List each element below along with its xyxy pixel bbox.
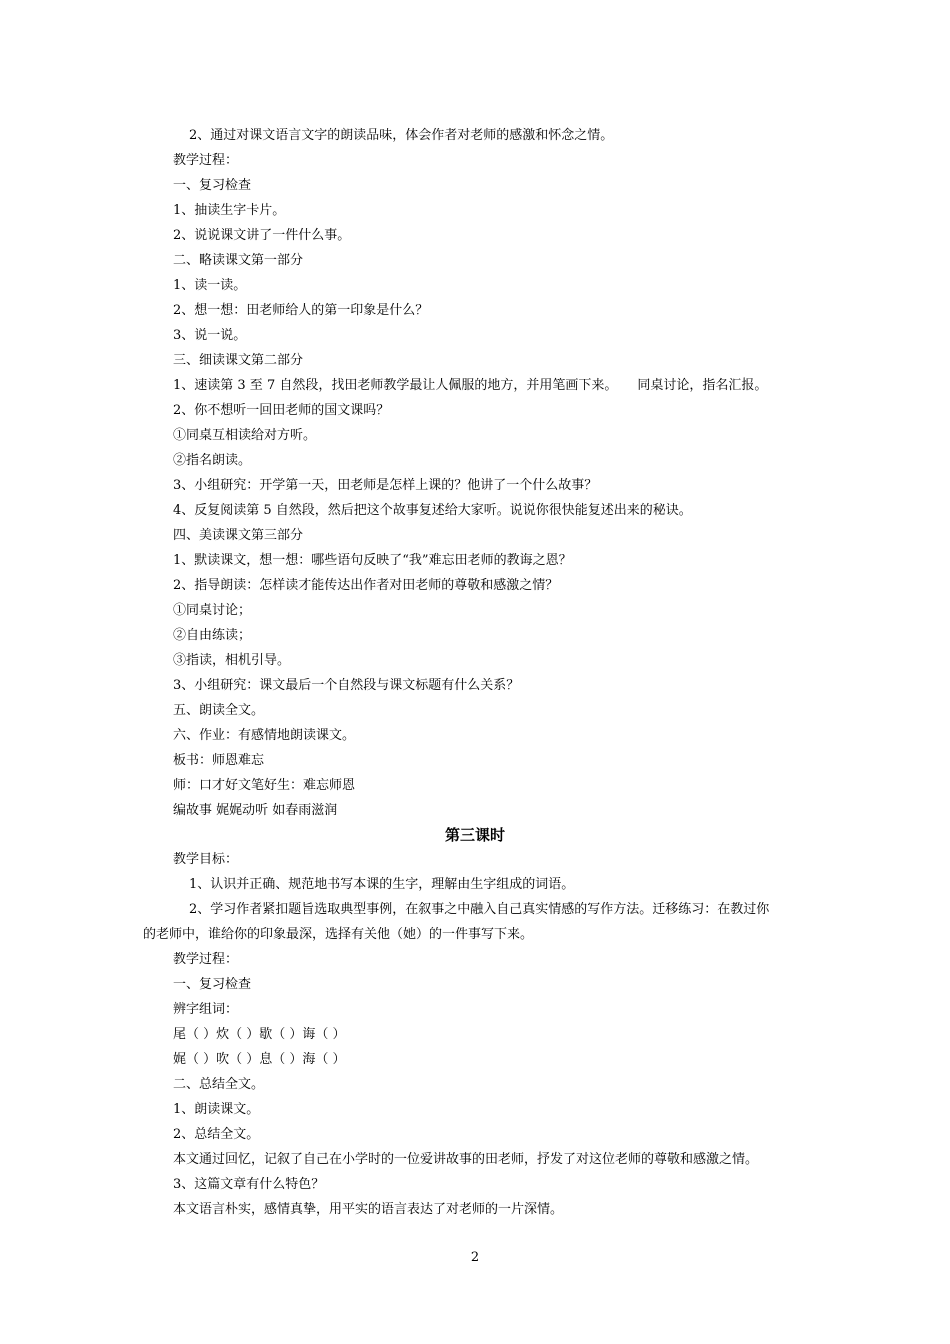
word-exercise-label: 辨字组词： bbox=[173, 1002, 239, 1017]
review-step-2: 2、说说课文讲了一件什么事。 bbox=[173, 228, 351, 243]
skim-step-3: 3、说一说。 bbox=[173, 328, 247, 343]
summary-step-3: 3、这篇文章有什么特色？ bbox=[173, 1177, 325, 1192]
aesthetic-substep-2: ②自由练读； bbox=[173, 628, 252, 643]
close-read-step-1-text: 1、速读第 3 至 7 自然段，找田老师教学最让人佩服的地方，并用笔画下来。 bbox=[173, 378, 618, 393]
word-exercise-row-2: 娓（ ）吹（ ）息（ ）海（ ） bbox=[173, 1052, 346, 1067]
aesthetic-substep-1: ①同桌讨论； bbox=[173, 603, 252, 618]
blackboard-line-2: 编故事 娓娓动听 如春雨滋润 bbox=[173, 803, 338, 818]
section-summary: 二、总结全文。 bbox=[173, 1077, 265, 1092]
skim-step-1: 1、读一读。 bbox=[173, 278, 247, 293]
section-homework: 六、作业：有感情地朗读课文。 bbox=[173, 728, 356, 743]
skim-step-2: 2、想一想：田老师给人的第一印象是什么？ bbox=[173, 303, 429, 318]
close-read-step-2: 2、你不想听一回田老师的国文课吗？ bbox=[173, 403, 390, 418]
blackboard-title: 板书：师恩难忘 bbox=[173, 753, 265, 768]
section-read-full-text: 五、朗读全文。 bbox=[173, 703, 265, 718]
teaching-process-label-2: 教学过程： bbox=[173, 952, 239, 967]
lesson-three-heading: 第三课时 bbox=[444, 826, 505, 844]
page-number: 2 bbox=[470, 1250, 480, 1265]
objective-1: 1、认识并正确、规范地书写本课的生字，理解由生字组成的词语。 bbox=[189, 877, 575, 892]
section-close-read-part-two: 三、细读课文第二部分 bbox=[173, 353, 304, 368]
section-review: 一、复习检查 bbox=[173, 178, 252, 193]
close-read-substep-2: ②指名朗读。 bbox=[173, 453, 252, 468]
features-paragraph: 本文语言朴实，感情真挚，用平实的语言表达了对老师的一片深情。 bbox=[173, 1202, 564, 1217]
aesthetic-substep-3: ③指读，相机引导。 bbox=[173, 653, 291, 668]
teaching-process-label: 教学过程： bbox=[173, 153, 239, 168]
close-read-substep-1: ①同桌互相读给对方听。 bbox=[173, 428, 317, 443]
review-step-1: 1、抽读生字卡片。 bbox=[173, 203, 286, 218]
summary-paragraph: 本文通过回忆，记叙了自己在小学时的一位爱讲故事的田老师，抒发了对这位老师的尊敬和感激之情。 bbox=[173, 1152, 759, 1167]
close-read-step-1-discussion: 同桌讨论，指名汇报。 bbox=[637, 378, 768, 393]
objective-2: 2、学习作者紧扣题旨选取典型事例，在叙事之中融入自己真实情感的写作方法。迁移练习：在教过你 bbox=[189, 902, 770, 917]
blackboard-line-1: 师：口才好文笔好生：难忘师恩 bbox=[173, 778, 356, 793]
close-read-step-1 bbox=[173, 378, 767, 394]
teaching-objectives-label: 教学目标： bbox=[173, 852, 239, 867]
close-read-step-4: 4、反复阅读第 5 自然段，然后把这个故事复述给大家听。说说你很快能复述出来的秘诀。 bbox=[173, 503, 692, 518]
objective-2-continued: 的老师中，谁给你的印象最深，选择有关他（她）的一件事写下来。 bbox=[143, 927, 534, 942]
section-review-2: 一、复习检查 bbox=[173, 977, 252, 992]
aesthetic-step-2: 2、指导朗读：怎样读才能传达出作者对田老师的尊敬和感激之情？ bbox=[173, 578, 559, 593]
summary-step-2: 2、总结全文。 bbox=[173, 1127, 260, 1142]
word-exercise-row-1: 尾（ ）炊（ ）歇（ ）诲（ ） bbox=[173, 1027, 346, 1042]
objective-line-2: 2、通过对课文语言文字的朗读品味，体会作者对老师的感激和怀念之情。 bbox=[189, 128, 614, 143]
section-skim-part-one: 二、略读课文第一部分 bbox=[173, 253, 304, 268]
section-aesthetic-read-part-three: 四、美读课文第三部分 bbox=[173, 528, 304, 543]
aesthetic-step-3: 3、小组研究：课文最后一个自然段与课文标题有什么关系？ bbox=[173, 678, 520, 693]
aesthetic-step-1: 1、默读课文，想一想：哪些语句反映了“我”难忘田老师的教诲之恩？ bbox=[173, 553, 572, 568]
close-read-step-3: 3、小组研究：开学第一天，田老师是怎样上课的？他讲了一个什么故事？ bbox=[173, 478, 598, 493]
summary-step-1: 1、朗读课文。 bbox=[173, 1102, 260, 1117]
